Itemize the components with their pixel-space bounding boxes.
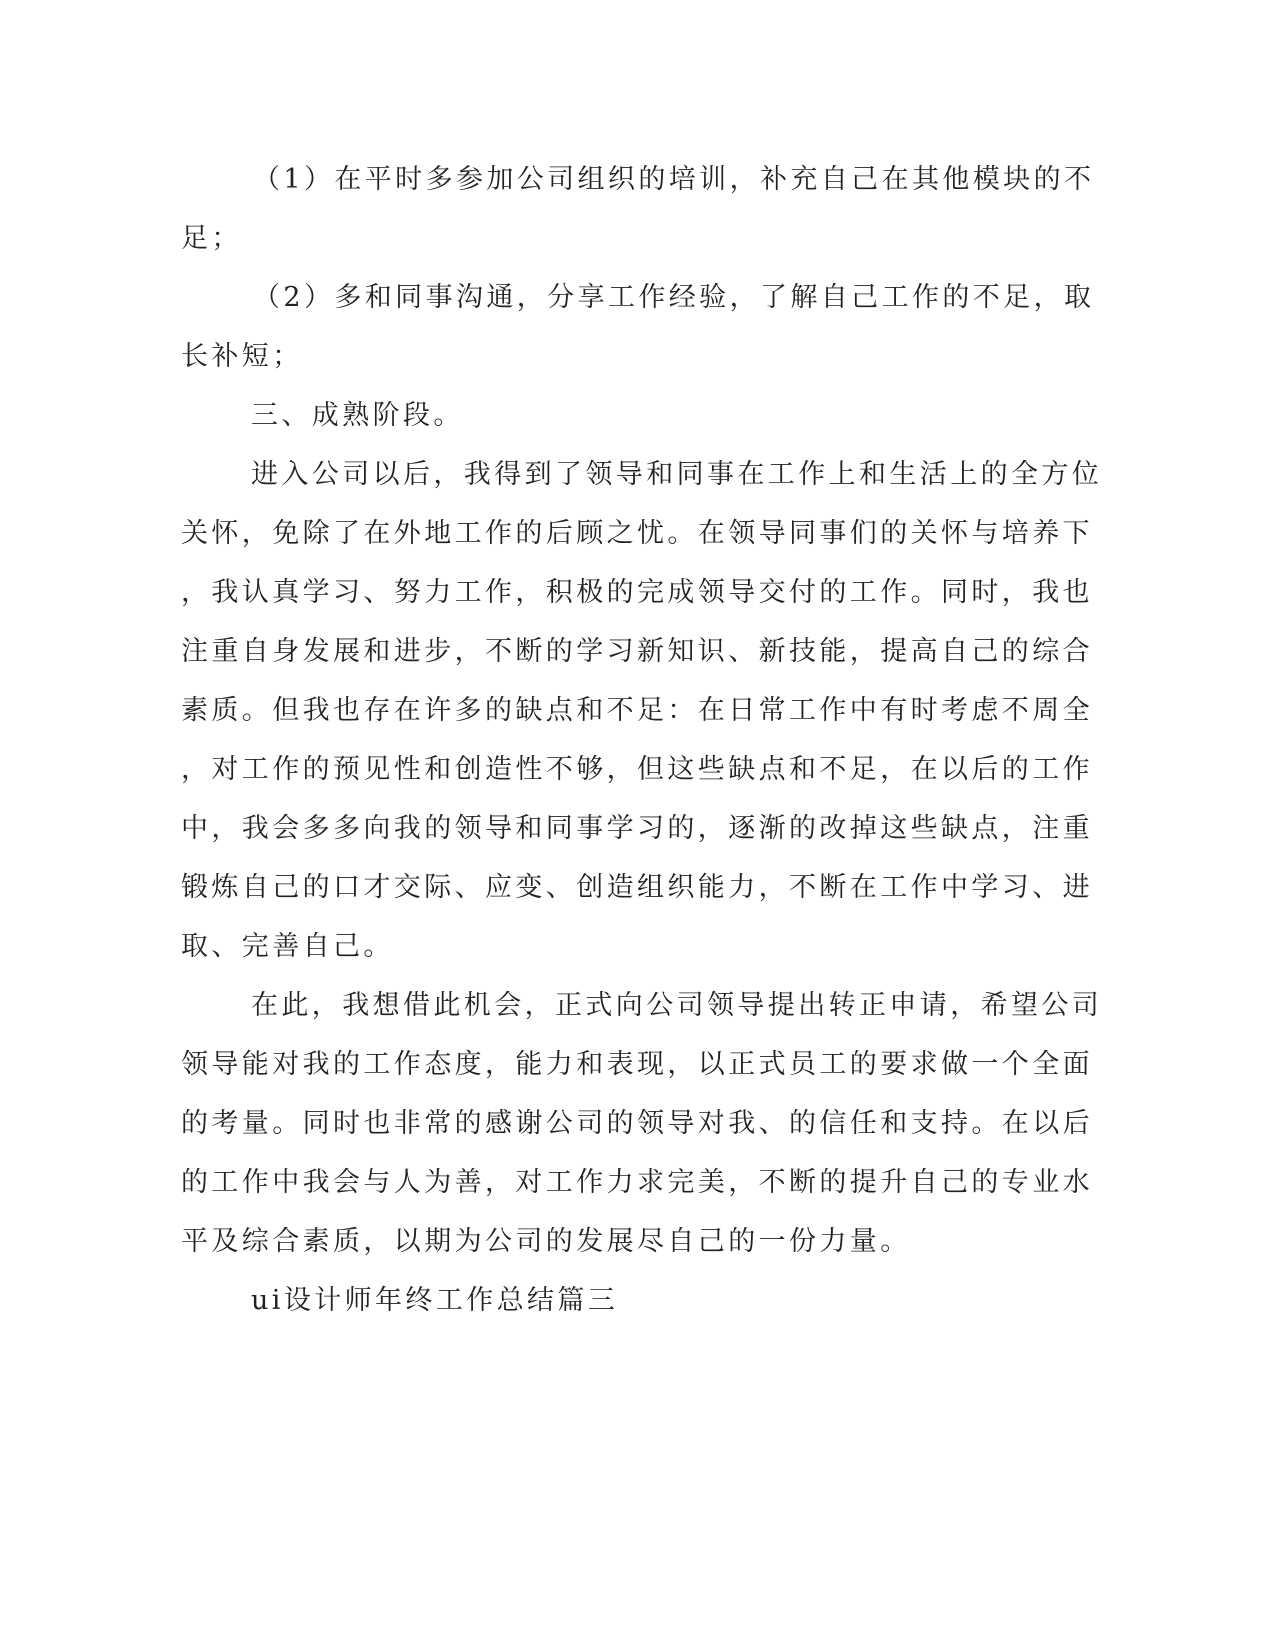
text-line: （1）在平时多参加公司组织的培训，补充自己在其他模块的不 bbox=[253, 164, 1095, 195]
text-line: 长补短； bbox=[181, 341, 303, 372]
section-heading: 三、成熟阶段。 bbox=[251, 400, 464, 431]
text-line: 取、完善自己。 bbox=[181, 931, 394, 962]
text-line: 的考量。同时也非常的感谢公司的领导对我、的信任和支持。在以后 bbox=[181, 1108, 1093, 1139]
section-title: ui设计师年终工作总结篇三 bbox=[251, 1285, 619, 1316]
text-line: 平及综合素质，以期为公司的发展尽自己的一份力量。 bbox=[181, 1226, 911, 1257]
text-line: 足； bbox=[181, 223, 242, 254]
document-body bbox=[181, 150, 1103, 1330]
text-line: 的工作中我会与人为善，对工作力求完美，不断的提升自己的专业水 bbox=[181, 1167, 1093, 1198]
text-line: 关怀，免除了在外地工作的后顾之忧。在领导同事们的关怀与培养下 bbox=[181, 518, 1093, 549]
text-line: 素质。但我也存在许多的缺点和不足：在日常工作中有时考虑不周全 bbox=[181, 695, 1093, 726]
text-line: 进入公司以后，我得到了领导和同事在工作上和生活上的全方位 bbox=[251, 459, 1103, 490]
text-line: 中，我会多多向我的领导和同事学习的，逐渐的改掉这些缺点，注重 bbox=[181, 813, 1093, 844]
text-line: （2）多和同事沟通，分享工作经验，了解自己工作的不足，取 bbox=[253, 282, 1095, 313]
text-line: ，对工作的预见性和创造性不够，但这些缺点和不足，在以后的工作 bbox=[181, 754, 1093, 785]
text-line: 在此，我想借此机会，正式向公司领导提出转正申请，希望公司 bbox=[251, 990, 1103, 1021]
text-line: 注重自身发展和进步，不断的学习新知识、新技能，提高自己的综合 bbox=[181, 636, 1093, 667]
text-line: 锻炼自己的口才交际、应变、创造组织能力，不断在工作中学习、进 bbox=[181, 872, 1093, 903]
text-line: ，我认真学习、努力工作，积极的完成领导交付的工作。同时，我也 bbox=[181, 577, 1093, 608]
text-line: 领导能对我的工作态度，能力和表现，以正式员工的要求做一个全面 bbox=[181, 1049, 1093, 1080]
